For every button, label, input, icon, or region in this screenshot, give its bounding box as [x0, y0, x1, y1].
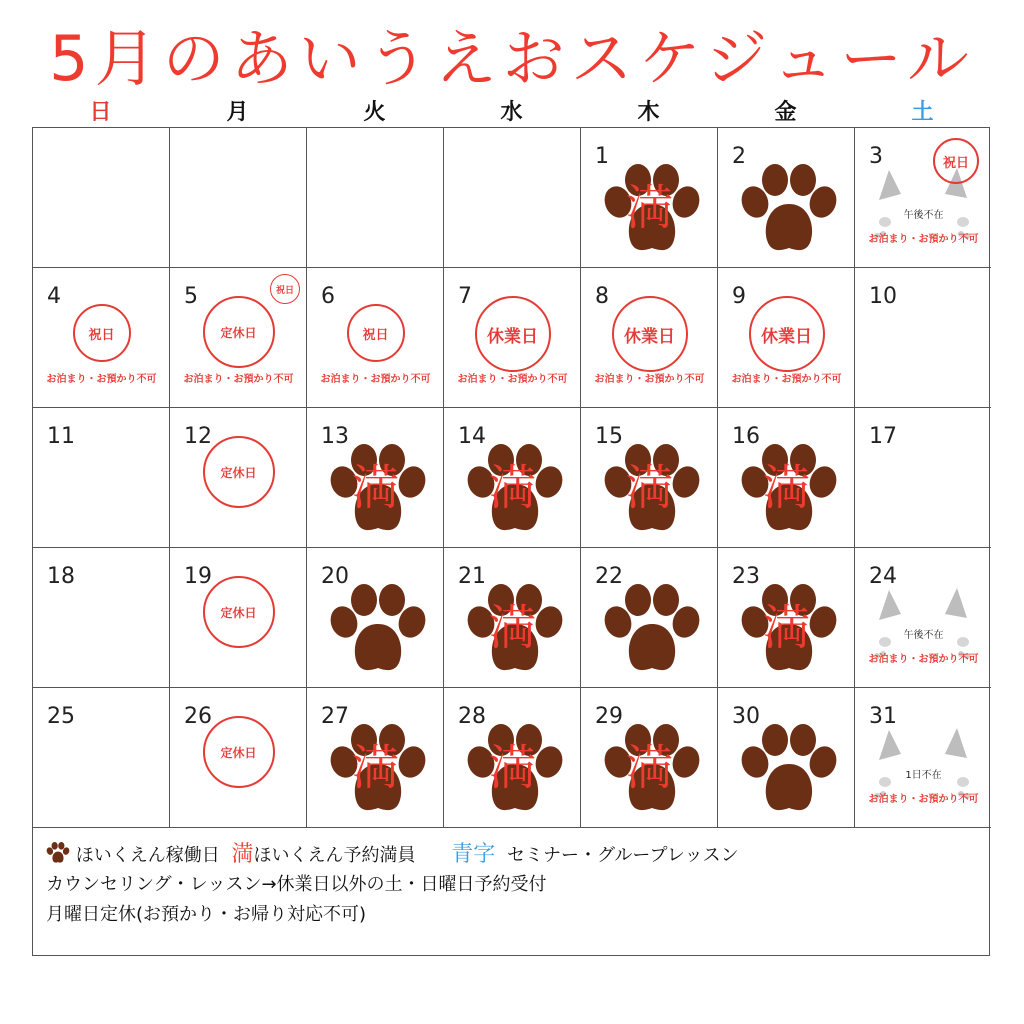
day-number: 4 — [47, 284, 61, 309]
calendar-cell[interactable] — [170, 688, 307, 828]
calendar-cell[interactable] — [444, 548, 581, 688]
legend-full-label: ほいくえん予約満員 — [253, 845, 416, 866]
day-number: 21 — [458, 564, 486, 589]
calendar-cell[interactable] — [33, 268, 170, 408]
day-number: 8 — [595, 284, 609, 309]
day-number: 11 — [47, 424, 75, 449]
holiday-stamp: 休業日 — [475, 296, 551, 372]
legend — [32, 828, 990, 956]
calendar-cell[interactable] — [718, 548, 855, 688]
day-number: 27 — [321, 704, 349, 729]
day-number: 25 — [47, 704, 75, 729]
day-number: 17 — [869, 424, 897, 449]
day-number: 29 — [595, 704, 623, 729]
calendar-cell[interactable] — [170, 408, 307, 548]
paw-icon — [328, 584, 428, 676]
day-number: 20 — [321, 564, 349, 589]
calendar-cell[interactable] — [33, 548, 170, 688]
calendar-cell[interactable] — [855, 408, 991, 548]
holiday-stamp: 定休日 — [203, 436, 275, 508]
paw-icon — [739, 164, 839, 256]
day-number: 22 — [595, 564, 623, 589]
weekday-3: 水 — [500, 100, 523, 125]
calendar-cell[interactable] — [718, 688, 855, 828]
day-number: 30 — [732, 704, 760, 729]
holiday-stamp: 定休日 — [203, 716, 275, 788]
day-number: 13 — [321, 424, 349, 449]
holiday-stamp: 祝日 — [73, 304, 131, 362]
day-number: 1 — [595, 144, 609, 169]
weekday-0: 日 — [89, 100, 112, 125]
day-number: 5 — [184, 284, 198, 309]
calendar-cell[interactable] — [170, 548, 307, 688]
boarding-note: お泊まり・お預かり不可 — [868, 654, 979, 665]
boarding-note: お泊まり・お預かり不可 — [868, 794, 979, 805]
paw-icon — [46, 842, 70, 864]
legend-line-2: カウンセリング・レッスン→休業日以外の土・日曜日予約受付 — [46, 874, 547, 895]
day-number: 31 — [869, 704, 897, 729]
calendar-cell[interactable] — [444, 128, 581, 268]
holiday-stamp: 休業日 — [749, 296, 825, 372]
away-text: 午後不在 — [903, 210, 944, 221]
legend-line-3: 月曜日定休(お預かり・お帰り対応不可) — [46, 904, 367, 925]
legend-working-label: ほいくえん稼働日 — [75, 845, 220, 866]
calendar-cell[interactable] — [855, 128, 991, 268]
weekday-header — [32, 98, 990, 128]
full-booking-mark: 満 — [351, 460, 400, 516]
away-text: 1日不在 — [905, 770, 942, 781]
day-number: 18 — [47, 564, 75, 589]
full-booking-mark: 満 — [488, 600, 537, 656]
away-text: 午後不在 — [903, 630, 944, 641]
day-number: 24 — [869, 564, 897, 589]
calendar-cell[interactable] — [33, 408, 170, 548]
calendar-cell[interactable] — [855, 268, 991, 408]
holiday-stamp: 祝日 — [933, 138, 979, 184]
calendar-cell[interactable] — [33, 128, 170, 268]
calendar-cell[interactable] — [170, 268, 307, 408]
day-number: 15 — [595, 424, 623, 449]
full-booking-mark: 満 — [625, 180, 674, 236]
calendar-cell[interactable] — [581, 408, 718, 548]
day-number: 12 — [184, 424, 212, 449]
calendar-cell[interactable] — [307, 688, 444, 828]
day-number: 26 — [184, 704, 212, 729]
boarding-note: お泊まり・お預かり不可 — [320, 374, 431, 385]
holiday-stamp-small: 祝日 — [270, 274, 300, 304]
calendar-cell[interactable] — [33, 688, 170, 828]
boarding-note: お泊まり・お預かり不可 — [868, 234, 979, 245]
calendar-cell[interactable] — [855, 688, 991, 828]
day-number: 2 — [732, 144, 746, 169]
weekday-1: 月 — [226, 100, 249, 125]
full-booking-mark: 満 — [488, 460, 537, 516]
full-booking-mark: 満 — [625, 740, 674, 796]
holiday-stamp: 休業日 — [612, 296, 688, 372]
day-number: 7 — [458, 284, 472, 309]
full-booking-mark: 満 — [351, 740, 400, 796]
legend-blue-mark: 青字 — [451, 842, 496, 867]
calendar-cell[interactable] — [444, 408, 581, 548]
calendar-cell[interactable] — [307, 408, 444, 548]
weekday-4: 木 — [637, 100, 660, 125]
legend-seminar-label: セミナー・グループレッスン — [506, 845, 739, 866]
calendar-cell[interactable] — [307, 268, 444, 408]
legend-full-mark: 満 — [231, 842, 254, 867]
paw-icon — [602, 584, 702, 676]
calendar-cell[interactable] — [170, 128, 307, 268]
day-number: 23 — [732, 564, 760, 589]
day-number: 19 — [184, 564, 212, 589]
full-booking-mark: 満 — [488, 740, 537, 796]
paw-icon — [739, 724, 839, 816]
calendar-cell[interactable] — [581, 688, 718, 828]
day-number: 6 — [321, 284, 335, 309]
day-number: 3 — [869, 144, 883, 169]
holiday-stamp: 定休日 — [203, 296, 275, 368]
boarding-note: お泊まり・お預かり不可 — [731, 374, 842, 385]
day-number: 9 — [732, 284, 746, 309]
calendar-cell[interactable] — [307, 128, 444, 268]
full-booking-mark: 満 — [762, 460, 811, 516]
weekday-5: 金 — [774, 100, 797, 125]
holiday-stamp: 祝日 — [347, 304, 405, 362]
calendar-cell[interactable] — [718, 408, 855, 548]
boarding-note: お泊まり・お預かり不可 — [594, 374, 705, 385]
calendar-cell[interactable] — [444, 268, 581, 408]
full-booking-mark: 満 — [762, 600, 811, 656]
day-number: 16 — [732, 424, 760, 449]
boarding-note: お泊まり・お預かり不可 — [183, 374, 294, 385]
day-number: 14 — [458, 424, 486, 449]
calendar-cell[interactable] — [307, 548, 444, 688]
calendar-cell[interactable] — [718, 268, 855, 408]
calendar-cell[interactable] — [718, 128, 855, 268]
weekday-6: 土 — [911, 100, 934, 125]
legend-line-1 — [46, 842, 739, 869]
boarding-note: お泊まり・お預かり不可 — [46, 374, 157, 385]
calendar-cell[interactable] — [581, 128, 718, 268]
boarding-note: お泊まり・お預かり不可 — [457, 374, 568, 385]
full-booking-mark: 満 — [625, 460, 674, 516]
page-title: 5月のあいうえおスケジュール — [49, 22, 975, 95]
day-number: 10 — [869, 284, 897, 309]
calendar-cell[interactable] — [855, 548, 991, 688]
holiday-stamp: 定休日 — [203, 576, 275, 648]
calendar-cell[interactable] — [444, 688, 581, 828]
calendar-cell[interactable] — [581, 268, 718, 408]
calendar-cell[interactable] — [581, 548, 718, 688]
weekday-2: 火 — [363, 100, 386, 125]
day-number: 28 — [458, 704, 486, 729]
